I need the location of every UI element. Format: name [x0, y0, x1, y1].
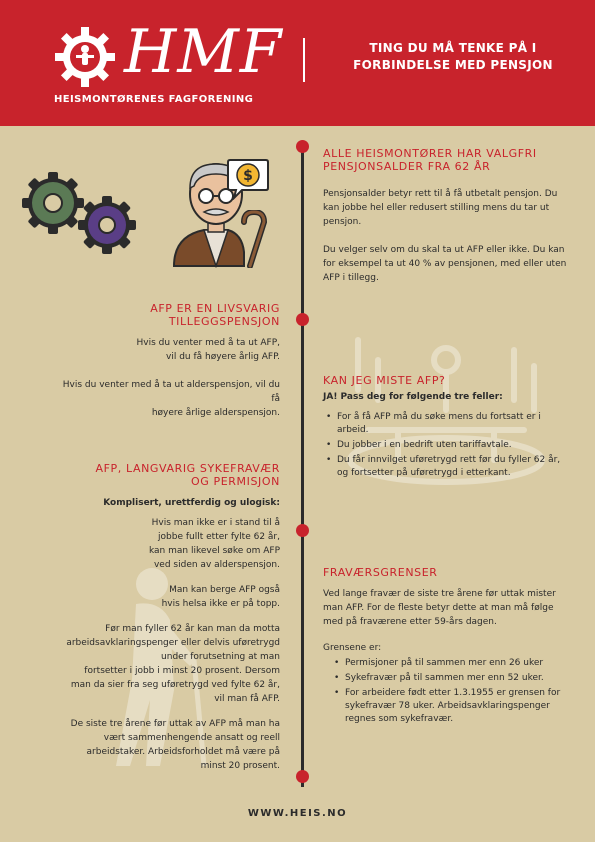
list-item: • Sykefravær på til sammen mer enn 52 uker.: [331, 672, 573, 685]
text-line: Man kan berge AFP også: [169, 585, 280, 595]
timeline-line: [301, 144, 304, 787]
timeline-dot: [296, 524, 309, 537]
purple-gear-icon: [76, 194, 138, 256]
text-line: høyere årlige alderspensjon.: [151, 408, 280, 418]
heading-sykefravaer-line1: AFP, LANGVARIG SYKEFRAVÆR: [95, 462, 280, 475]
section-miste-afp: [323, 374, 573, 482]
list-item: • Permisjoner på til sammen mer enn 26 uker: [331, 657, 573, 670]
livsvarig-paragraph-1: [56, 336, 280, 364]
header-divider: [303, 38, 305, 82]
text-line: hvis helsa ikke er på topp.: [161, 599, 280, 609]
livsvarig-paragraph-2: [56, 378, 280, 420]
money-bubble-icon: [226, 158, 270, 200]
text-line: ved siden av alderspensjon.: [153, 560, 280, 570]
timeline-dot: [296, 313, 309, 326]
text-line: jobbe fullt etter fylte 62 år,: [158, 532, 280, 542]
text-line: vært sammenhengende ansatt og reell: [103, 733, 280, 743]
section-sykefravaer: [56, 462, 280, 773]
text-line: fortsetter i jobb i minst 20 prosent. Dersom: [84, 666, 280, 676]
text-line: Hvis man ikke er i stand til å: [151, 518, 280, 528]
logo-text: HMF: [124, 17, 283, 87]
section-livsvarig: [56, 302, 280, 420]
miste-list: [323, 411, 573, 480]
sykefravaer-paragraph-4: [56, 717, 280, 773]
heading-miste-afp: KAN JEG MISTE AFP?: [323, 374, 446, 387]
sykefravaer-intro: Komplisert, urettferdig og ulogisk:: [103, 498, 280, 508]
page-title-line1: TING DU MÅ TENKE PÅ I: [369, 41, 537, 55]
text-line: arbeidsavklaringspenger eller delvis uføretrygd: [66, 638, 280, 648]
list-item: • For arbeidere født etter 1.3.1955 er grensen for sykefravær 78 uker. Arbeidsavklaringspenger regnes som sykefravær.: [331, 687, 573, 726]
text-line: De siste tre årene før uttak av AFP må man ha: [70, 719, 280, 729]
text-line: kan man likevel søke om AFP: [148, 546, 280, 556]
list-item: • For å få AFP må du søke mens du fortsatt er i arbeid.: [323, 411, 573, 437]
gear-logo-icon: [52, 24, 118, 90]
fravaer-list-intro: Grensene er:: [323, 643, 382, 653]
timeline-dot: [296, 770, 309, 783]
heading-sykefravaer-line2: OG PERMISJON: [191, 475, 280, 488]
timeline-dot: [296, 140, 309, 153]
list-item: • Du får innvilget uføretrygd rett før du fyller 62 år, og fortsetter på uføretrygd i etterkant.: [323, 454, 573, 480]
text-line: arbeidstaker. Arbeidsforholdet må være på: [86, 747, 280, 757]
text-line: vil du få høyere årlig AFP.: [166, 352, 280, 362]
sykefravaer-paragraph-1: [56, 516, 280, 572]
text-line: Hvis du venter med å ta ut AFP,: [136, 338, 280, 348]
text-line: Hvis du venter med å ta ut alderspensjon, vil du få: [62, 380, 280, 404]
svg-text:$: $: [243, 168, 253, 184]
list-item: • Du jobber i en bedrift uten tariffavtale.: [323, 439, 573, 452]
text-line: under forutsetning at man: [161, 652, 280, 662]
page-title-line2: FORBINDELSE MED PENSJON: [353, 58, 553, 72]
text-line: man da sier fra seg uføretrygd ved fylte 62 år,: [70, 680, 280, 690]
valgfri-paragraph-1: Pensjonsalder betyr rett til å få utbetalt pensjon. Du kan jobbe hel eller redusert stilling mens du tar ut pensjon.: [323, 189, 558, 227]
heading-livsvarig-line1: AFP ER EN LIVSVARIG: [150, 302, 280, 315]
heading-fravaersgrenser: FRAVÆRSGRENSER: [323, 566, 438, 579]
fravaer-list: [323, 657, 573, 726]
section-valgfri: [323, 147, 573, 285]
text-line: Før man fyller 62 år kan man da motta: [105, 624, 280, 634]
walking-cane-icon: [236, 210, 270, 268]
sykefravaer-paragraph-3: [56, 622, 280, 706]
org-name: HEISMONTØRENES FAGFORENING: [54, 94, 254, 105]
valgfri-paragraph-2: Du velger selv om du skal ta ut AFP eller ikke. Du kan for eksempel ta ut 40 % av pensjonen, med eller uten AFP i tillegg.: [323, 245, 567, 283]
text-line: minst 20 prosent.: [200, 761, 280, 771]
heading-valgfri-line2: PENSJONSALDER FRA 62 ÅR: [323, 160, 491, 173]
footer-url[interactable]: WWW.HEIS.NO: [247, 808, 348, 819]
section-fravaersgrenser: [323, 566, 573, 728]
heading-valgfri-line1: ALLE HEISMONTØRER HAR VALGFRI: [323, 147, 537, 160]
miste-intro: JA! Pass deg for følgende tre feller:: [323, 392, 503, 402]
header-banner: [0, 0, 595, 126]
fravaer-paragraph: Ved lange fravær de siste tre årene før uttak mister man AFP. For de fleste betyr dette at man må følge med på fraværene etter 59-års dagen.: [323, 589, 556, 627]
sykefravaer-paragraph-2: [56, 583, 280, 611]
text-line: vil man få AFP.: [214, 694, 280, 704]
heading-livsvarig-line2: TILLEGGSPENSJON: [168, 315, 280, 328]
page-title: [318, 40, 588, 74]
